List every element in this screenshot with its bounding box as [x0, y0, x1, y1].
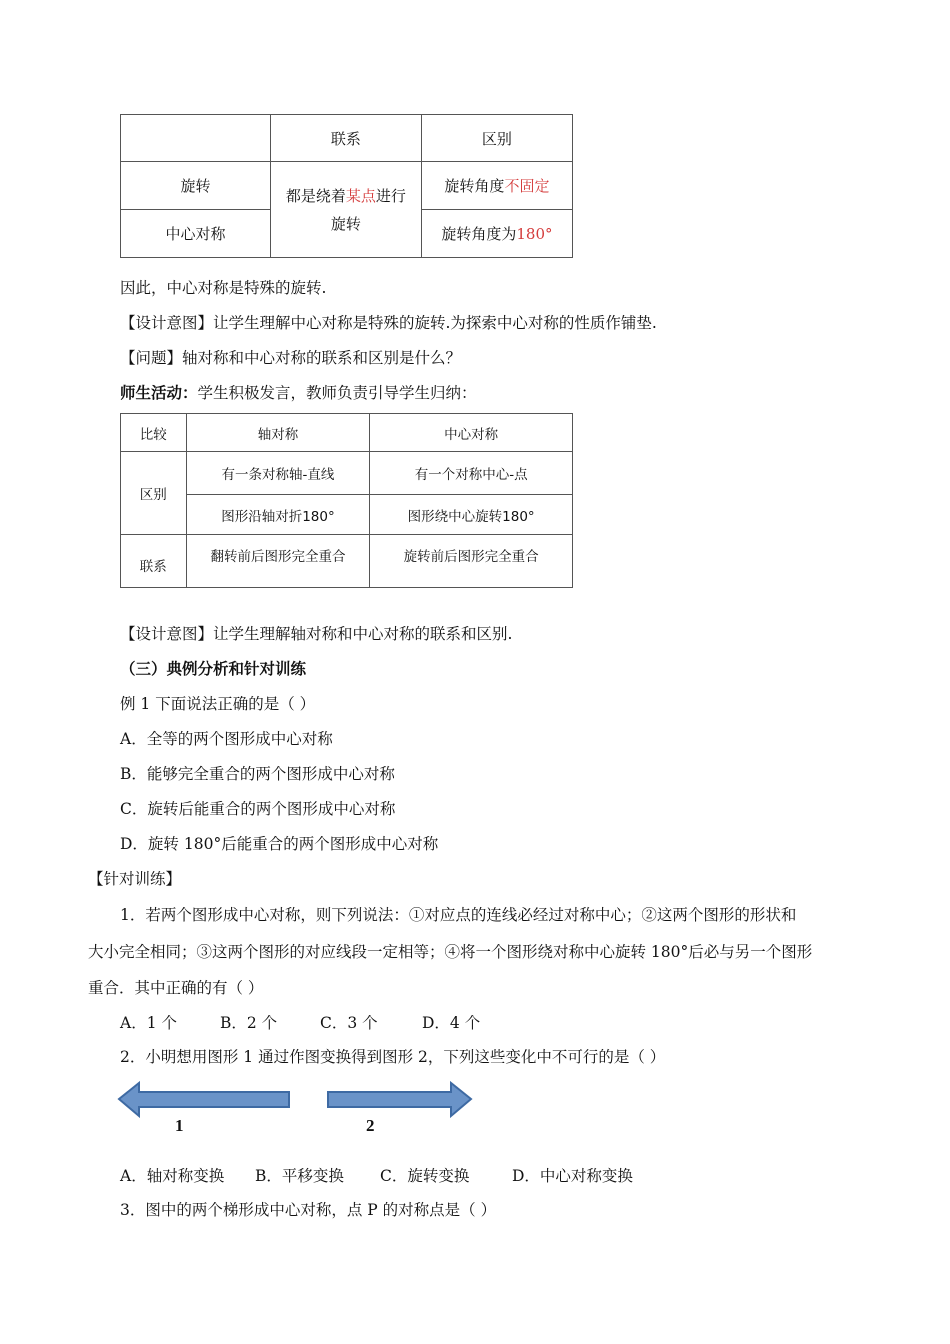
q1-option: A．1 个 — [120, 1014, 177, 1032]
t2-link-label: 联系 — [121, 535, 187, 588]
t1-diff1-pre: 旋转角度 — [444, 177, 505, 195]
t1-shared-line2: 旋转 — [330, 214, 361, 233]
t1-shared-pre: 都是绕着 — [285, 186, 346, 205]
example1-option: D．旋转 180°后能重合的两个图形成中心对称 — [120, 835, 439, 853]
axial-vs-central-table — [120, 413, 573, 588]
example1-stem: 例 1 下面说法正确的是（ ） — [120, 695, 316, 713]
design-intent-2: 【设计意图】让学生理解轴对称和中心对称的联系和区别. — [120, 625, 513, 643]
t2-cell: 旋转前后图形完全重合 — [370, 535, 573, 588]
t2-header-compare: 比较 — [121, 414, 187, 452]
t1-row-central: 中心对称 — [121, 210, 271, 258]
q2-option: C．旋转变换 — [380, 1167, 470, 1185]
right-arrow-icon — [328, 1083, 471, 1116]
q2-option: A．轴对称变换 — [120, 1167, 225, 1185]
t1-diff2-pre: 旋转角度为 — [441, 225, 517, 243]
t2-header-central: 中心对称 — [370, 414, 573, 452]
t1-shared-link — [270, 162, 421, 258]
figure-label-1: 1 — [175, 1116, 184, 1135]
t1-diff-rotation — [421, 162, 572, 210]
q2-arrows-figure — [115, 1080, 485, 1124]
q1-option: C．3 个 — [320, 1014, 378, 1032]
t2-header-axial: 轴对称 — [186, 414, 370, 452]
left-arrow-icon — [119, 1083, 289, 1116]
t2-cell: 翻转前后图形完全重合 — [186, 535, 370, 588]
training-title: 【针对训练】 — [88, 870, 182, 888]
conclusion-text: 因此，中心对称是特殊的旋转. — [120, 279, 327, 297]
t2-cell: 图形绕中心旋转180° — [370, 495, 573, 535]
figure-label-2: 2 — [366, 1116, 375, 1135]
t1-header-empty — [121, 115, 271, 162]
t1-header-diff: 区别 — [421, 115, 572, 162]
section-title: （三）典例分析和针对训练 — [120, 659, 307, 678]
q1-line-3: 重合．其中正确的有（ ） — [88, 979, 264, 997]
q3-stem: 3．图中的两个梯形成中心对称，点 P 的对称点是（ ） — [120, 1201, 497, 1219]
q1-line-1: 1．若两个图形成中心对称，则下列说法：①对应点的连线必经过对称中心；②这两个图形的形状和 — [120, 906, 797, 924]
t1-header-link: 联系 — [270, 115, 421, 162]
q1-option: B．2 个 — [220, 1014, 278, 1032]
t2-cell: 有一条对称轴-直线 — [186, 452, 370, 495]
t1-diff2-red: 180° — [516, 225, 553, 243]
activity-label: 师生活动： — [120, 383, 198, 402]
t1-diff-central — [421, 210, 572, 258]
activity-text: 学生积极发言，教师负责引导学生归纳： — [197, 384, 477, 402]
q2-option: B．平移变换 — [255, 1167, 344, 1185]
q1-line-2: 大小完全相同；③这两个图形的对应线段一定相等；④将一个图形绕对称中心旋转 180°后必与另一个图形 — [88, 943, 813, 961]
activity-line — [120, 383, 477, 403]
rotation-vs-central-table — [120, 114, 573, 258]
t1-shared-red: 某点 — [345, 186, 376, 205]
t1-shared-post: 进行 — [375, 186, 406, 205]
example1-option: A．全等的两个图形成中心对称 — [120, 730, 333, 748]
example1-option: C．旋转后能重合的两个图形成中心对称 — [120, 800, 396, 818]
design-intent-1: 【设计意图】让学生理解中心对称是特殊的旋转.为探索中心对称的性质作铺垫. — [120, 314, 657, 332]
q1-option: D．4 个 — [422, 1014, 481, 1032]
t2-diff-label: 区别 — [121, 452, 187, 535]
example1-option: B．能够完全重合的两个图形成中心对称 — [120, 765, 395, 783]
q2-stem: 2．小明想用图形 1 通过作图变换得到图形 2，下列这些变化中不可行的是（ ） — [120, 1048, 666, 1066]
t1-diff1-red: 不固定 — [504, 177, 550, 195]
t1-row-rotation: 旋转 — [121, 162, 271, 210]
question-text: 【问题】轴对称和中心对称的联系和区别是什么？ — [120, 349, 462, 367]
t2-cell: 有一个对称中心-点 — [370, 452, 573, 495]
q2-option: D．中心对称变换 — [512, 1167, 633, 1185]
t2-cell: 图形沿轴对折180° — [186, 495, 370, 535]
